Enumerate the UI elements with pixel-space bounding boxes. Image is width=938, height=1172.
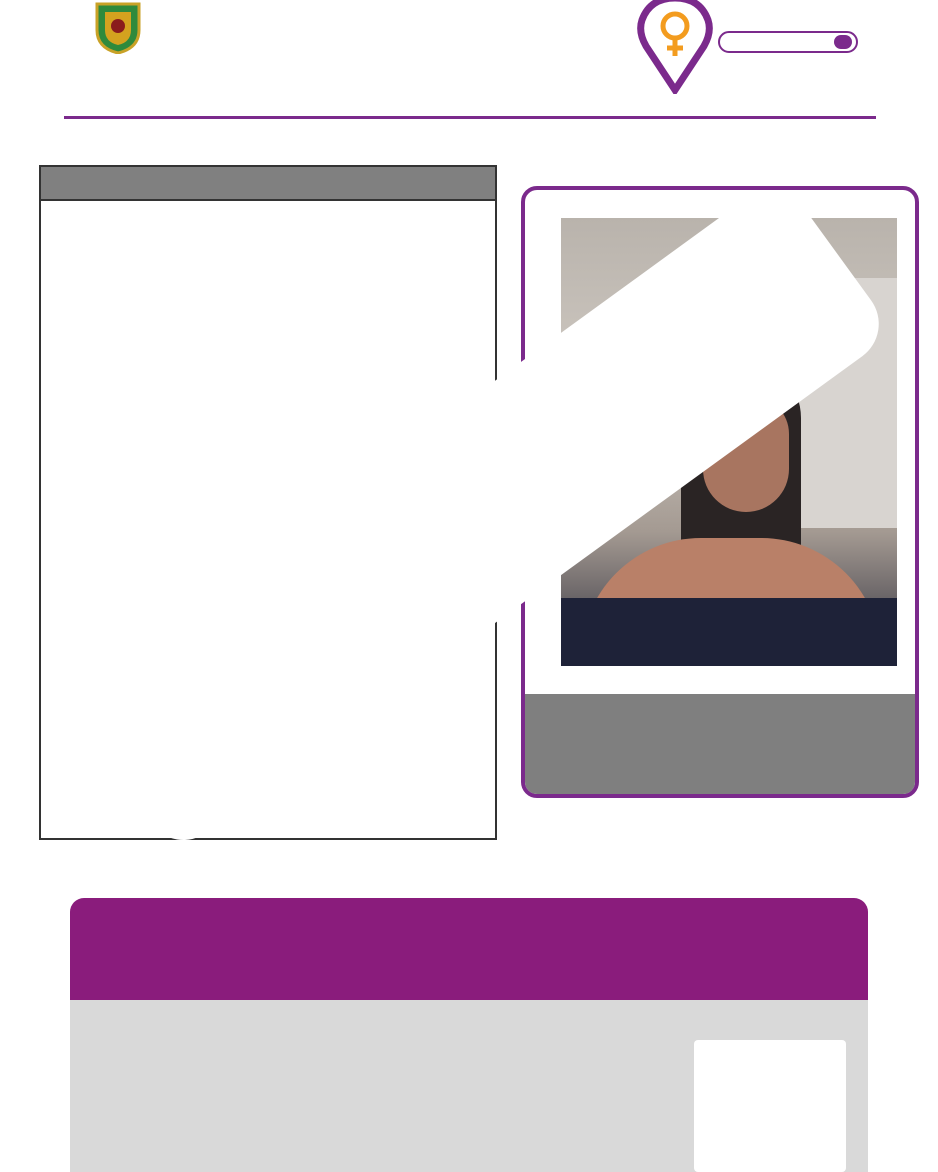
- protocolo-alba-logo: [636, 0, 876, 100]
- search-icon: [834, 35, 852, 49]
- fiscalia-banner: [70, 898, 868, 1000]
- qr-code-icon[interactable]: [694, 1040, 846, 1172]
- contact-panel: [70, 1000, 868, 1172]
- report-date-header: [41, 167, 495, 201]
- location-pin-female-icon: [636, 0, 714, 94]
- photo-clothing: [561, 598, 897, 666]
- state-shield-icon: [93, 0, 143, 54]
- header-divider: [64, 116, 876, 119]
- alba-search-box: [718, 31, 858, 53]
- fge-logo: [70, 0, 170, 110]
- person-name-bar: [525, 694, 915, 794]
